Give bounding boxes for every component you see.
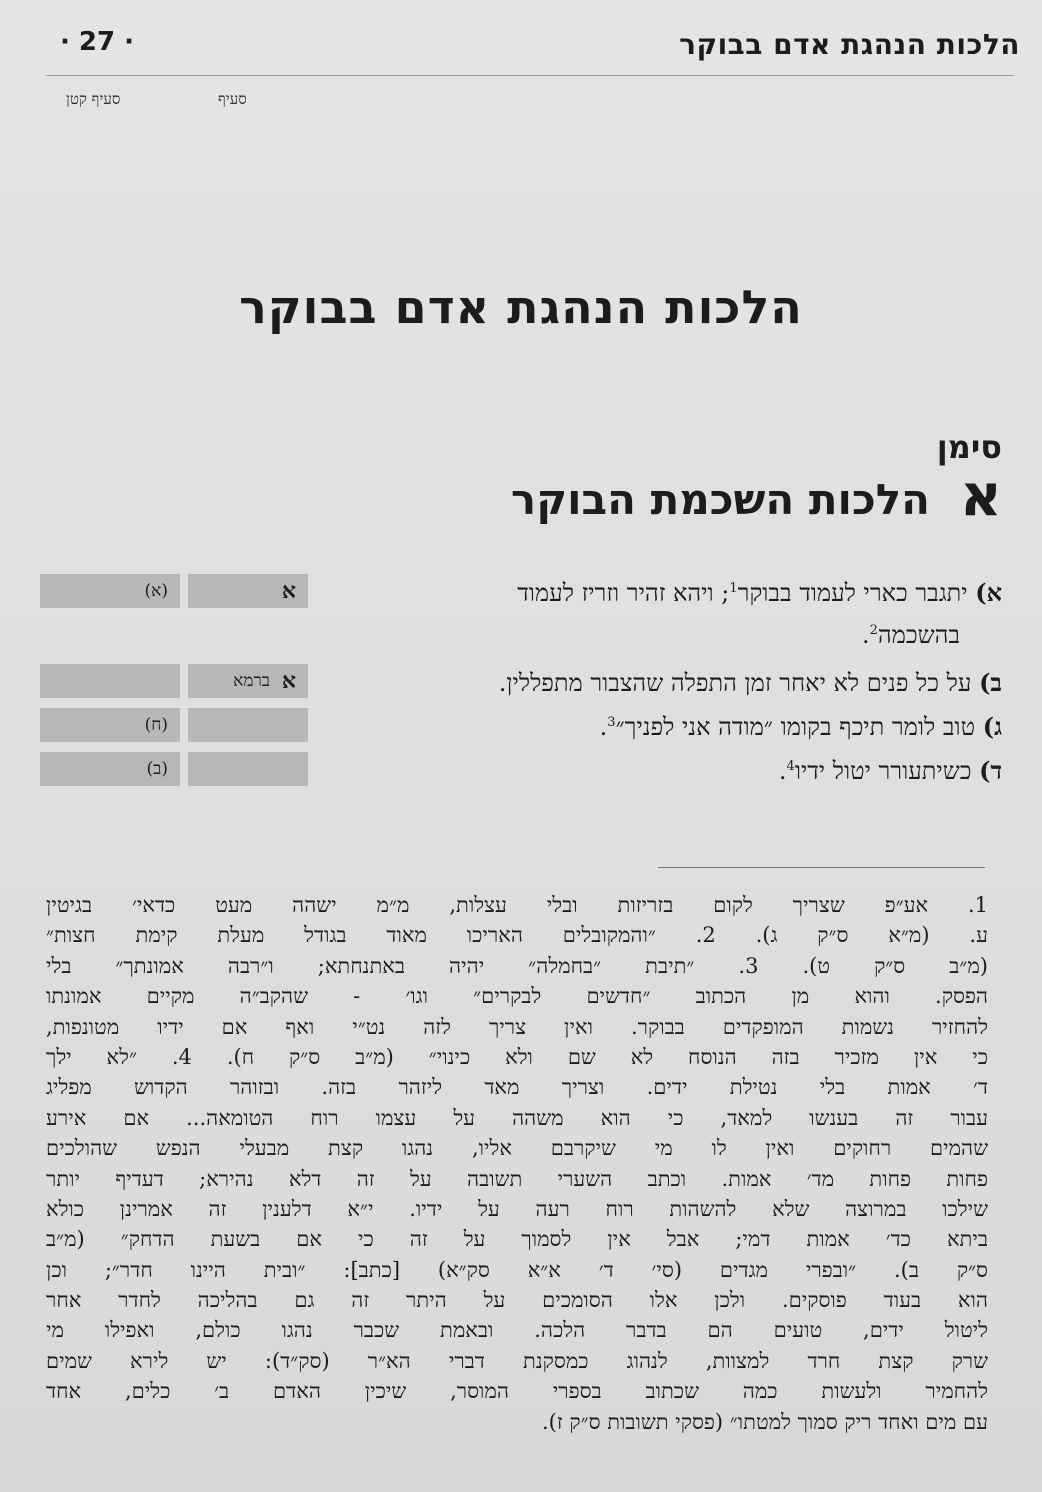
paragraph-letter: א) [975, 578, 1002, 607]
paragraph-a [517, 578, 1002, 607]
seif-ref: א [281, 578, 296, 604]
seif-katan-box-a [40, 574, 180, 608]
footnote-line: (מ״ב ס״ק ט). 3. ״תיבת ״בחמלה״ יהיה באתנחתא; ו״רבה אמונתך״ בלי [46, 953, 988, 978]
paragraph-text: בהשכמה [877, 621, 960, 649]
footnote-line: שילכו במרוצה שלא להשהות רוח רעה על ידיו. י״א דלענין זה אמרינן כולא [46, 1196, 988, 1221]
footnote-line: כי אין מזכיר בזה הנוסח לא שם ולא כינוי״ (מ״ב ס״ק ח). 4. ״לא ילך [46, 1044, 988, 1069]
paragraph-letter: ב) [979, 668, 1002, 697]
footnote-line: שהמים רחוקים ואין לו מי שיקרבם אליו, נהגו קצת מבעלי הנפש שהולכים [46, 1136, 988, 1161]
footnote-line: עבור זה בענשו למאד, כי הוא משהה על עצמו רוח הטומאה... אם אירע [46, 1105, 988, 1130]
seif-box-a [188, 574, 308, 608]
page-number: · 27 · [60, 27, 135, 57]
seif-katan-box-b [40, 664, 180, 698]
siman-label: סימן [936, 428, 1002, 466]
footnote-line: להחזיר נשמות המופקדים בבוקר. ואין צריך לזה נט״י ואף אם ידיו מטונפות, [46, 1014, 988, 1039]
chapter-title: הלכות הנהגת אדם בבוקר [239, 280, 803, 334]
paragraph-letter: ג) [982, 712, 1002, 741]
paragraph-a-continued [862, 623, 960, 647]
paragraph-text: על כל פנים לא יאחר זמן התפלה שהצבור מתפללין. [498, 669, 972, 697]
footnotes [46, 890, 988, 1437]
paragraph-b [498, 668, 1002, 697]
footnote-line: ס״ק ב). ״ובפרי מגדים (סי׳ ד׳ א״א סק״א) [כתב]: ״ובית היינו חדר״; וכן [46, 1257, 988, 1282]
paragraph-c [599, 712, 1002, 741]
paragraph-text: . [599, 713, 608, 741]
seif-katan-box-c [40, 708, 180, 742]
seif-katan-ref: (א) [144, 581, 168, 601]
paragraph-text: יתגבר כארי לעמוד בבוקר [737, 579, 968, 607]
paragraph-text: . [861, 621, 870, 649]
seif-ref: א [281, 668, 296, 694]
footnote-ref: 3 [607, 715, 616, 730]
siman-letter: א [959, 461, 1002, 529]
footnote-line: פחות פחות מד׳ אמות. וכתב השערי תשובה על זה דלא נהירא; דעדיף יותר [46, 1166, 988, 1191]
footnote-line: ביתא כד׳ אמות דמי; אבל אין לסמוך על זה כי אם בשעת הדחק״ (מ״ב [46, 1227, 988, 1252]
seif-katan-ref: (ח) [144, 715, 168, 735]
footnote-line: שרק קצת חרד למצוות, לנהוג כמסקנת דברי הא״ר (סק״ד): יש לירא שמים [46, 1348, 988, 1373]
footnote-ref: 2 [869, 623, 878, 638]
footnote-line: ע. (מ״א ס״ק ג). 2. ״והמקובלים האריכו מאוד בגודל מעלת קימת חצות״ [46, 923, 988, 948]
footnote-rule [658, 867, 985, 868]
footnote-ref: 1 [729, 581, 738, 596]
seif-box-b [188, 664, 308, 698]
seif-ref-note: ברמא [233, 671, 270, 691]
header-rule [46, 75, 1014, 76]
seif-box-d [188, 752, 308, 786]
seif-katan-ref: (ב) [146, 759, 168, 779]
paragraph-letter: ד) [979, 756, 1002, 785]
paragraph-d [778, 756, 1002, 785]
column-label-seif: סעיף [218, 90, 247, 108]
paragraph-text: כשיתעורר יטול ידיו [794, 757, 972, 785]
footnote-line: ד׳ אמות בלי נטילת ידים. וצריך מאד ליזהר בזה. ובזוהר הקדוש מפליג [46, 1075, 988, 1100]
seif-box-c [188, 708, 308, 742]
paragraph-text: . [778, 757, 787, 785]
paragraph-text: ; ויהא זהיר וזריז לעמוד [517, 579, 730, 607]
paragraph-text: טוב לומר תיכף בקומו ״מודה אני לפניך״ [615, 713, 976, 741]
footnote-line: 1. אע״פ שצריך לקום בזריזות ובלי עצלות, מ״מ ישהה מעט כדאי׳ בגיטין [46, 893, 988, 917]
footnote-line: ליטול ידים, טועים הם בדבר הלכה. ובאמת שכבר נהגו כולם, ואפילו מי [46, 1318, 988, 1343]
siman-title: הלכות השכמת הבוקר [510, 475, 930, 524]
running-title: הלכות הנהגת אדם בבוקר [679, 28, 1020, 61]
footnote-ref: 4 [786, 759, 795, 774]
footnote-line: הוא בעוד פוסקים. ולכן אלו הסומכים על היתר זה גם בהליכה לחדר אחר [46, 1288, 988, 1313]
footnote-line: עם מים ואחד ריק סמוך למטתו״ (פסקי תשובות ס״ק ז). [541, 1409, 988, 1434]
footnote-line: הפסק. והוא מן הכתוב ״חדשים לבקרים״ וגו׳ - שהקב״ה מקיים אמונתו [46, 984, 988, 1009]
column-label-seif-katan: סעיף קטן [66, 90, 121, 108]
footnote-line: להחמיר ולעשות כמה שכתוב בספרי המוסר, שיכין האדם ב׳ כלים, אחד [46, 1379, 988, 1404]
seif-katan-box-d [40, 752, 180, 786]
